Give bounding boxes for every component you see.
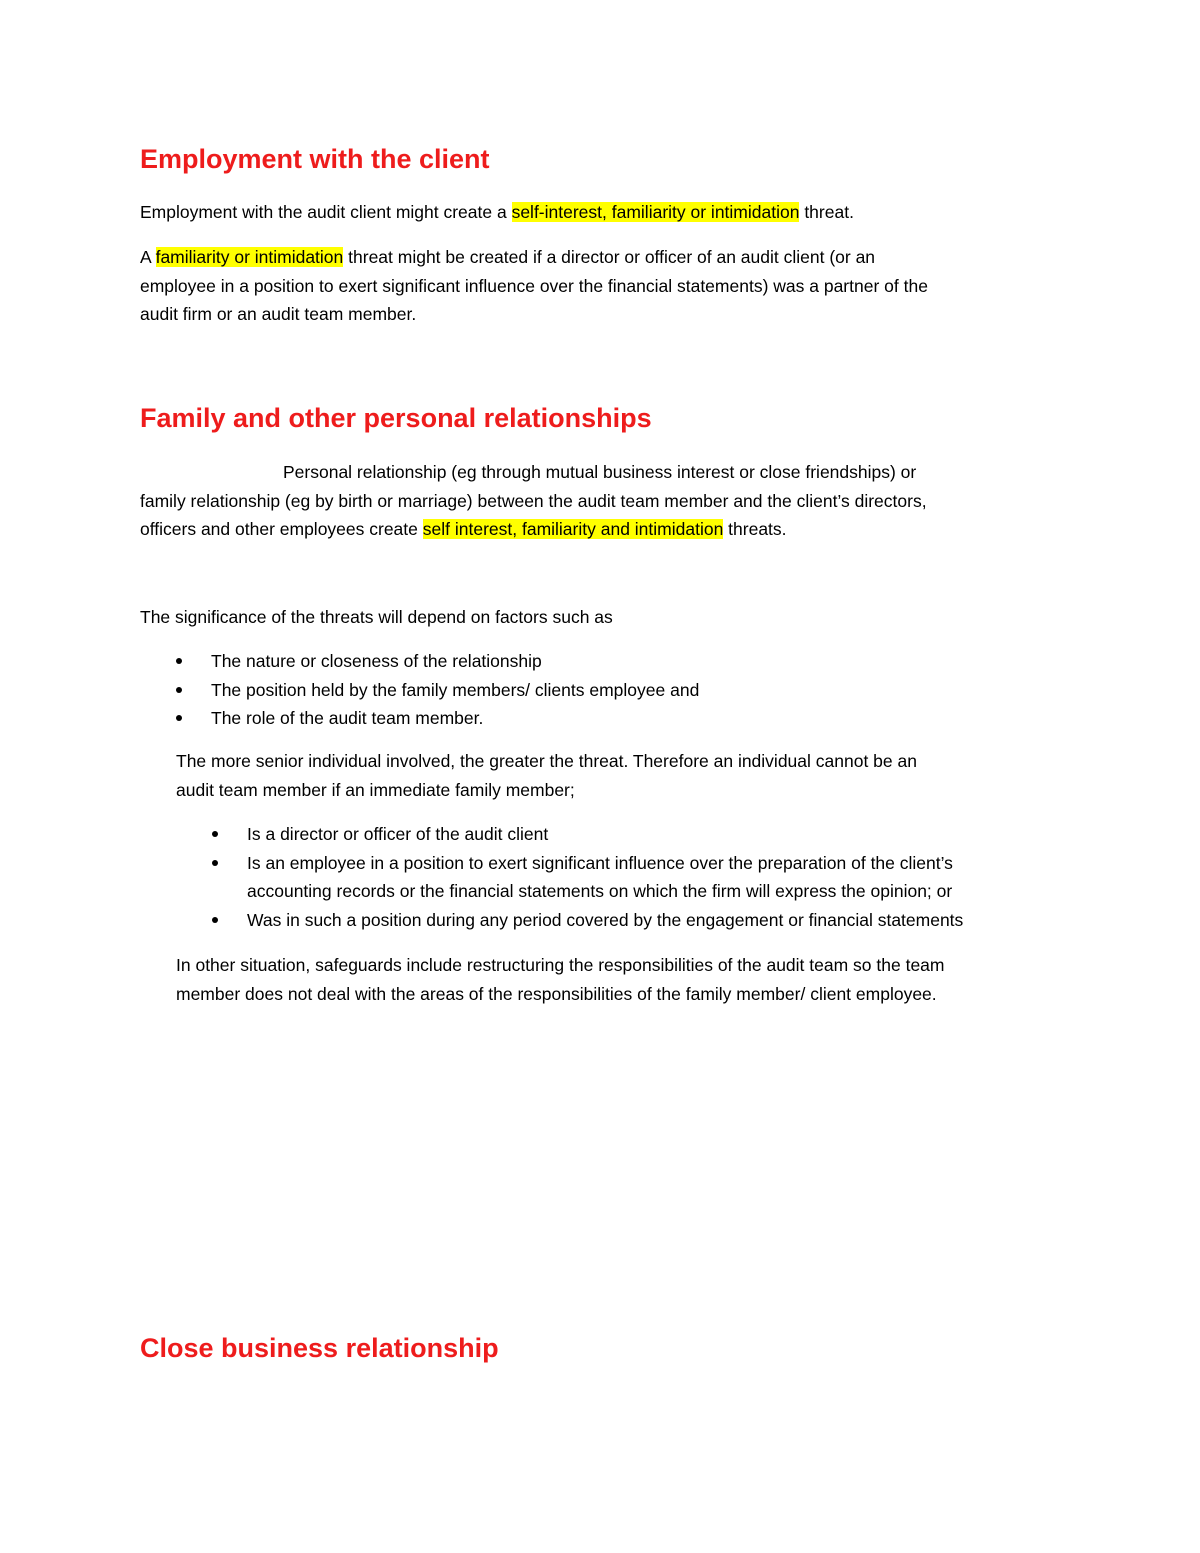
factors-intro: The significance of the threats will depend on factors such as: [140, 607, 613, 627]
highlighted-text: self-interest, familiarity or intimidation: [511, 202, 800, 222]
bullet-icon: [212, 860, 218, 866]
paragraph-senior-line-2: audit team member if an immediate family member;: [176, 779, 575, 800]
paragraph-familiarity-line-3: audit firm or an audit team member.: [140, 304, 417, 324]
paragraph-other-line-1: In other situation, safeguards include restructuring the responsibilities of the audit team so the team: [176, 955, 945, 975]
text-span: threat.: [799, 202, 854, 222]
paragraph-personal-line-1: Personal relationship (eg through mutual business interest or close friendships) or: [283, 462, 917, 482]
heading-family-relationships: Family and other personal relationships: [140, 403, 652, 433]
paragraph-other-line-2: member does not deal with the areas of the responsibilities of the family member/ client employee.: [176, 983, 937, 1004]
bullet-icon: [212, 831, 218, 837]
paragraph-employment-threat: [140, 198, 854, 227]
paragraph-familiarity-line-1: [140, 243, 875, 272]
text-span: threat might be created if a director or officer of an audit client (or an: [343, 247, 876, 267]
paragraph-senior-line-1: The more senior individual involved, the greater the threat. Therefore an individual cannot be an: [176, 751, 917, 771]
highlighted-text: familiarity or intimidation: [155, 247, 344, 267]
bullet-icon: [176, 715, 182, 721]
text-span: Employment with the audit client might create a: [140, 202, 512, 222]
heading-employment-with-client: Employment with the client: [140, 144, 490, 174]
text-span: threats.: [723, 519, 787, 539]
list-item-continuation: accounting records or the financial statements on which the firm will express the opinion; or: [247, 881, 953, 901]
list-item-text: Was in such a position during any period covered by the engagement or financial statements: [247, 909, 964, 930]
highlighted-text: self interest, familiarity and intimidation: [422, 519, 724, 539]
list-item-text: Is an employee in a position to exert significant influence over the preparation of the client’s: [247, 852, 953, 873]
bullet-icon: [176, 658, 182, 664]
list-item-text: The position held by the family members/ clients employee and: [211, 679, 700, 700]
bullet-icon: [212, 917, 218, 923]
text-span: officers and other employees create: [140, 519, 423, 539]
paragraph-personal-line-2: family relationship (eg by birth or marriage) between the audit team member and the client’s directors,: [140, 490, 927, 511]
list-item-text: The nature or closeness of the relationship: [211, 651, 542, 671]
paragraph-familiarity-line-2: employee in a position to exert significant influence over the financial statements) was a partner of the: [140, 275, 928, 296]
text-span: A: [140, 247, 156, 267]
paragraph-personal-line-3: [140, 515, 787, 544]
bullet-icon: [176, 687, 182, 693]
list-item-text: The role of the audit team member.: [211, 708, 484, 728]
heading-close-business-relationship: Close business relationship: [140, 1333, 499, 1363]
list-item-text: Is a director or officer of the audit client: [247, 824, 549, 844]
